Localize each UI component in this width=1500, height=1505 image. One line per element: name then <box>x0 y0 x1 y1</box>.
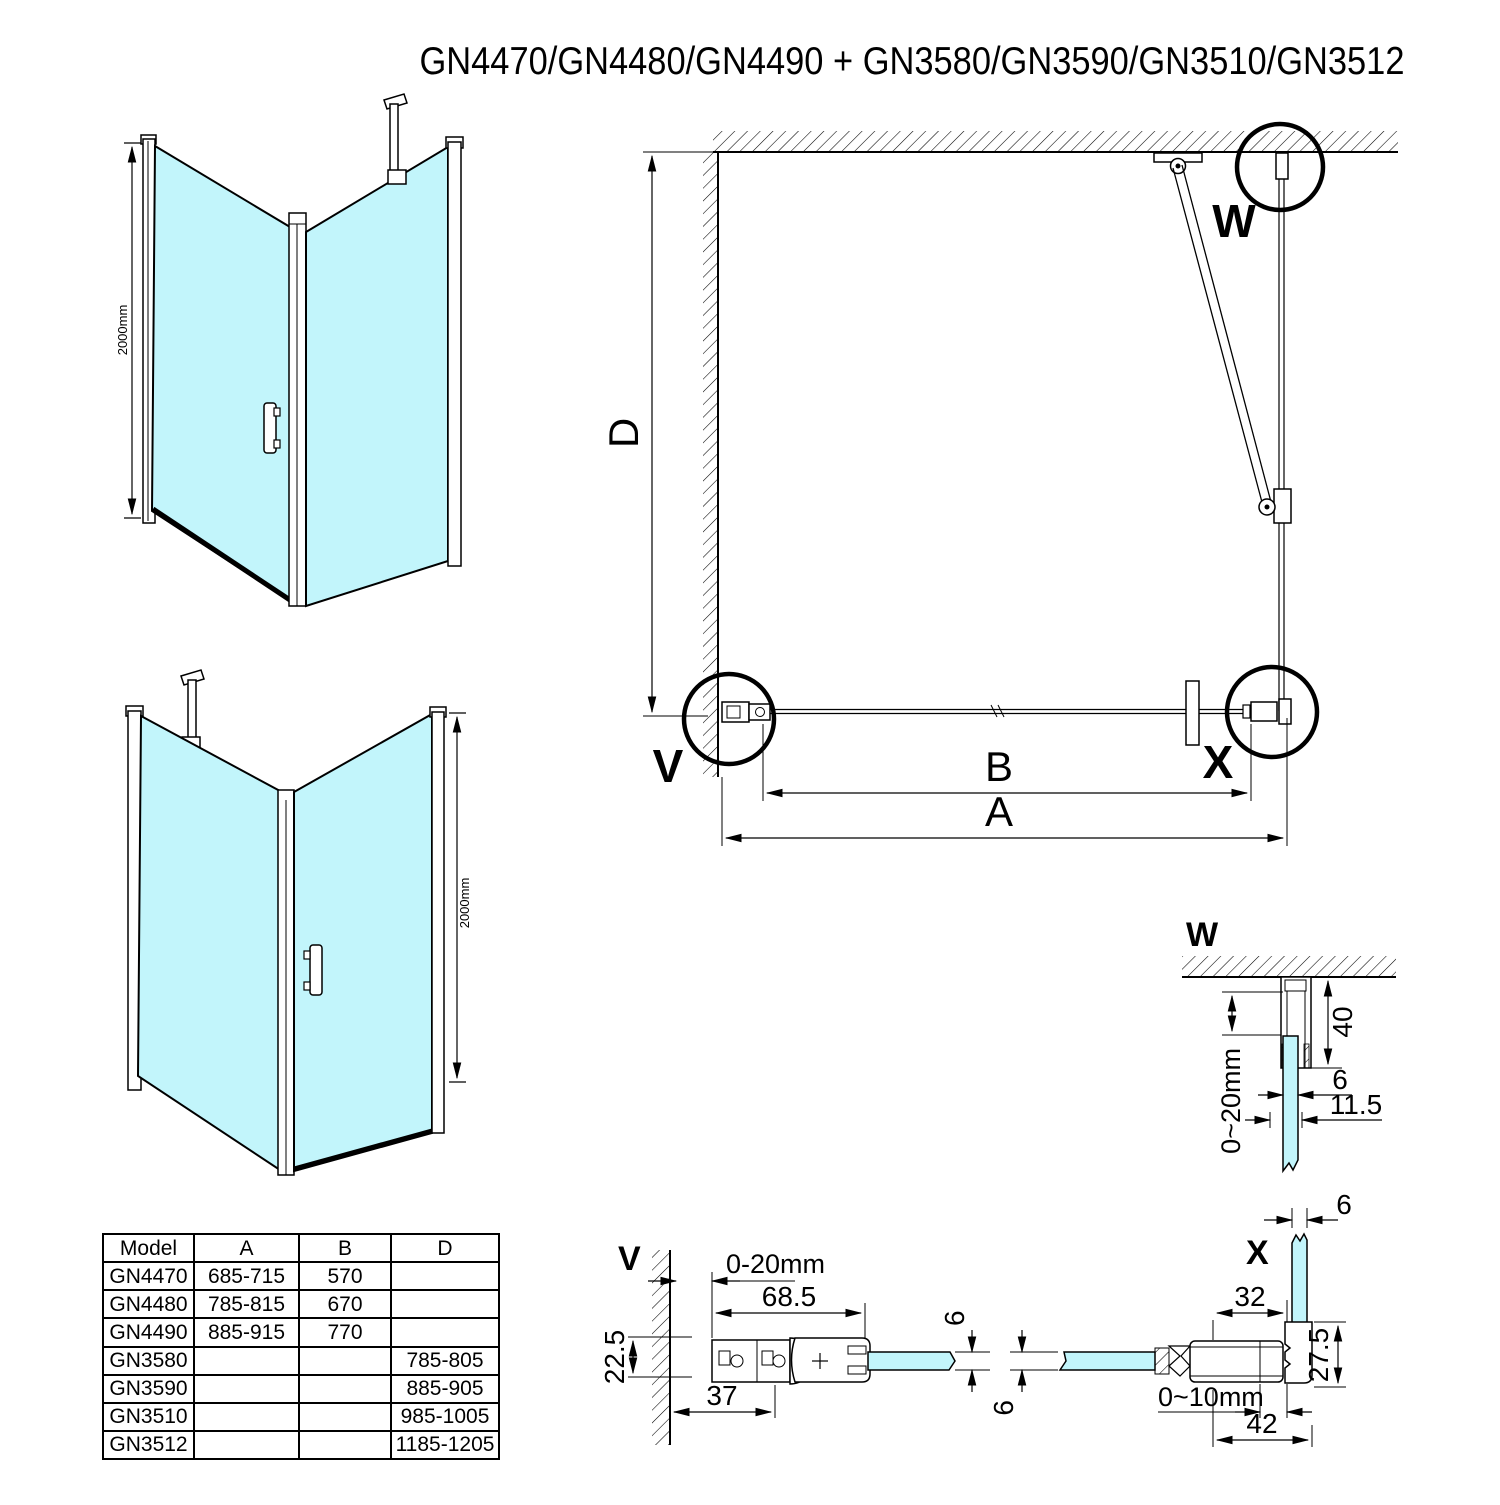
cell-model: GN4480 <box>103 1290 194 1318</box>
cell-model: GN3512 <box>103 1431 194 1459</box>
plan-wall-hinge-assembly <box>722 702 770 722</box>
detail-x-dim-glass-door: 6 <box>988 1400 1019 1416</box>
cell-b <box>299 1375 391 1403</box>
detail-w-dim-glass: 6 <box>1332 1064 1348 1095</box>
cell-d: 1185-1205 <box>391 1431 499 1459</box>
table-row <box>103 1318 499 1346</box>
plan-label-w: W <box>1212 195 1256 247</box>
detail-x-dim-adjust: 0~10mm <box>1158 1382 1264 1412</box>
plan-door-glass <box>770 705 1247 717</box>
plan-ceiling-mount <box>1276 153 1288 179</box>
cell-b: 670 <box>299 1290 391 1318</box>
cell-a: 685-715 <box>194 1262 299 1290</box>
plan-view <box>600 124 1398 846</box>
table-row <box>103 1375 499 1403</box>
iso-bottom-side-glass <box>138 716 280 1170</box>
detail-v-hinge-assembly <box>712 1338 870 1384</box>
detail-v-label: V <box>618 1240 641 1278</box>
cell-a <box>194 1347 299 1375</box>
cell-model: GN3590 <box>103 1375 194 1403</box>
iso-bottom-door-glass <box>294 714 432 1171</box>
col-header-a: A <box>194 1234 299 1262</box>
col-header-b: B <box>299 1234 391 1262</box>
detail-v-dim-profile: 37 <box>706 1380 738 1411</box>
col-header-model: Model <box>103 1234 194 1262</box>
cell-d: 785-805 <box>391 1347 499 1375</box>
table-header-row <box>103 1234 499 1262</box>
iso-top-side-glass <box>306 147 448 606</box>
table-row <box>103 1262 499 1290</box>
plan-dimension-a: A <box>984 788 1014 835</box>
cell-d <box>391 1290 499 1318</box>
cell-a <box>194 1431 299 1459</box>
detail-x-dim-width: 42 <box>1246 1408 1278 1439</box>
detail-w-label: W <box>1186 916 1219 954</box>
plan-corner-hinge-assembly <box>1243 699 1291 724</box>
plan-label-x: X <box>1202 736 1234 788</box>
detail-v <box>599 1240 990 1445</box>
cell-b: 570 <box>299 1262 391 1290</box>
detail-x <box>988 1189 1352 1447</box>
detail-x-dim-inner: 32 <box>1234 1281 1266 1312</box>
iso-view-top <box>115 94 463 606</box>
detail-x-label: X <box>1246 1234 1269 1272</box>
detail-w-glass <box>1283 1036 1298 1171</box>
iso-bottom-height-dimension: 2000mm <box>457 877 472 929</box>
detail-w-dim-height: 40 <box>1327 1006 1358 1038</box>
cell-b: 770 <box>299 1318 391 1346</box>
detail-x-seal-block <box>1155 1348 1169 1374</box>
cell-d <box>391 1318 499 1346</box>
cell-d: 885-905 <box>391 1375 499 1403</box>
detail-x-dim-depth: 27.5 <box>1303 1327 1334 1383</box>
cell-a <box>194 1375 299 1403</box>
table-row <box>103 1431 499 1459</box>
plan-label-v: V <box>652 740 684 792</box>
detail-v-wall-hatch <box>652 1250 670 1445</box>
plan-panel-end-profile <box>1186 681 1199 745</box>
detail-x-seal <box>1169 1346 1190 1376</box>
plan-dimension-d: D <box>600 417 647 449</box>
cell-a: 785-815 <box>194 1290 299 1318</box>
iso-top-side-frame <box>448 142 461 566</box>
detail-x-corner-profile <box>1190 1322 1312 1383</box>
cell-d <box>391 1262 499 1290</box>
cell-a: 885-915 <box>194 1318 299 1346</box>
table-row <box>103 1403 499 1431</box>
detail-v-dim-width: 68.5 <box>761 1281 817 1312</box>
cell-b <box>299 1403 391 1431</box>
detail-v-dim-adjust: 0-20mm <box>726 1249 826 1279</box>
cell-model: GN3510 <box>103 1403 194 1431</box>
iso-bottom-wall-profile <box>432 712 444 1133</box>
iso-top-door-glass <box>152 146 290 601</box>
detail-x-dim-glass-top: 6 <box>1336 1189 1352 1220</box>
iso-top-support-bar <box>384 94 407 184</box>
plan-top-wall-hatch <box>713 131 1398 152</box>
page-title: GN4470/GN4480/GN4490 + GN3580/GN3590/GN3510/GN3512 <box>419 40 1405 83</box>
plan-dimension-b: B <box>984 743 1014 790</box>
model-spec-table <box>102 1233 500 1460</box>
cell-model: GN4490 <box>103 1318 194 1346</box>
cell-d: 985-1005 <box>391 1403 499 1431</box>
cell-b <box>299 1431 391 1459</box>
table-row <box>103 1347 499 1375</box>
detail-v-dim-glass: 6 <box>939 1310 970 1326</box>
iso-top-height-dimension: 2000mm <box>115 304 130 356</box>
detail-w-dim-offset: 11.5 <box>1329 1089 1383 1120</box>
table-row <box>103 1290 499 1318</box>
cell-model: GN3580 <box>103 1347 194 1375</box>
detail-w <box>1182 916 1396 1171</box>
cell-a <box>194 1403 299 1431</box>
cell-model: GN4470 <box>103 1262 194 1290</box>
detail-v-dim-depth: 22.5 <box>599 1329 630 1385</box>
iso-view-bottom <box>126 670 472 1175</box>
col-header-d: D <box>391 1234 499 1262</box>
detail-w-ceiling-hatch <box>1182 956 1396 977</box>
detail-x-door-glass <box>1060 1352 1155 1370</box>
detail-w-dim-gap: 0~20mm <box>1216 1048 1246 1154</box>
cell-b <box>299 1347 391 1375</box>
detail-v-door-glass <box>868 1352 955 1370</box>
